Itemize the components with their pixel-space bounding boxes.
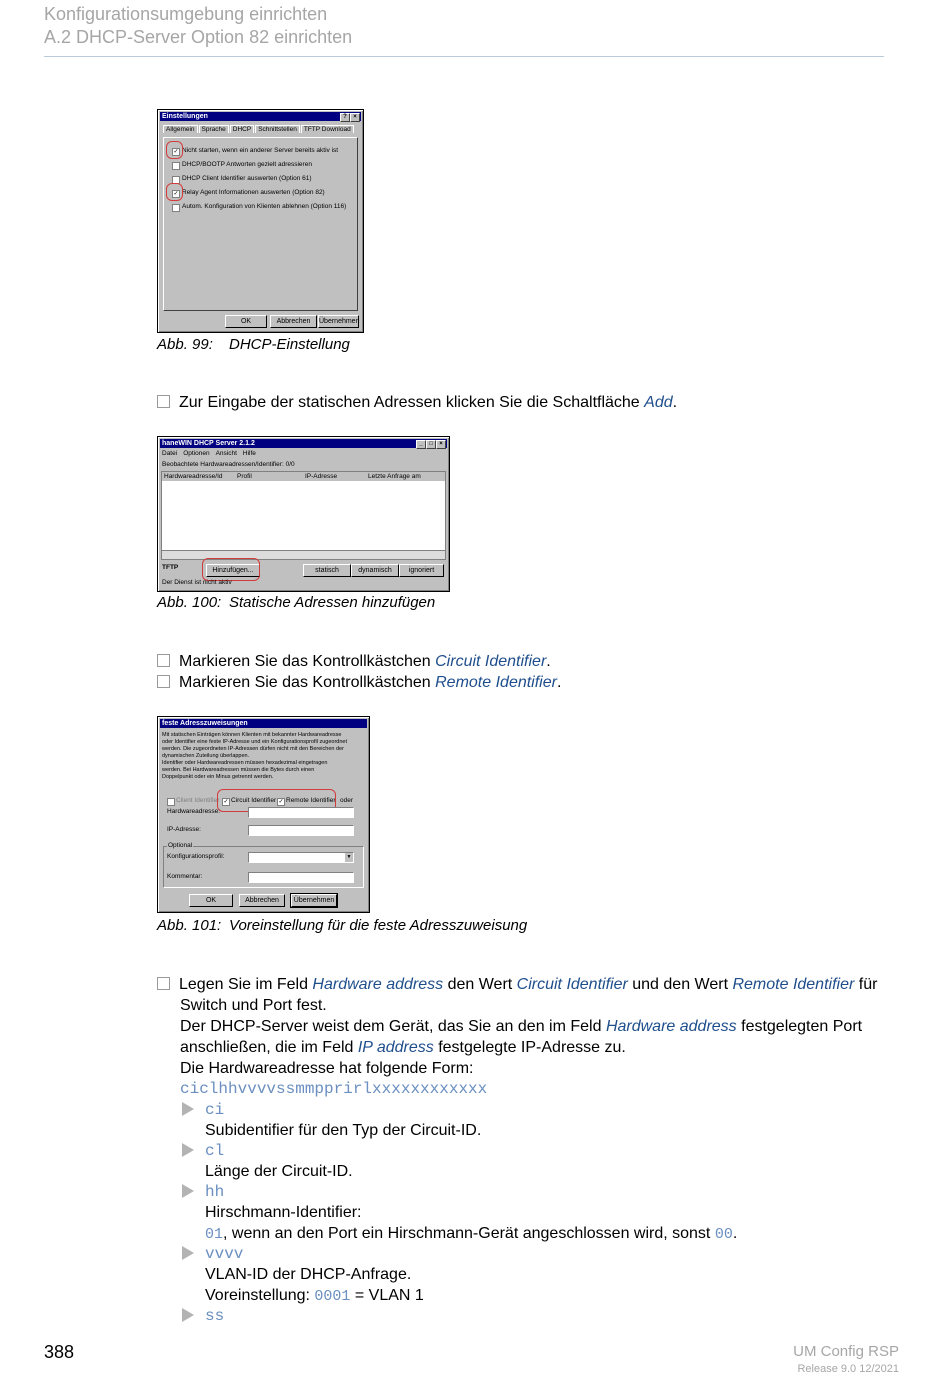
step-text: festgelegte IP-Adresse zu. <box>433 1039 626 1056</box>
menu-datei: Datei <box>162 450 178 457</box>
dialog-titlebar <box>160 719 367 728</box>
release-info: Release 9.0 12/2021 <box>797 1363 899 1375</box>
ok-button: OK <box>189 894 233 907</box>
tab-allgemein: Allgemein <box>163 125 198 133</box>
static-filter-button: statisch <box>303 564 351 577</box>
apply-button: Übernehmen <box>291 894 337 907</box>
option-checkbox-4: ✓ <box>173 191 179 197</box>
profile-label: Konfigurationsprofil: <box>167 853 225 860</box>
ok-button: OK <box>225 315 267 328</box>
remote-identifier-label: Remote Identifier <box>286 797 336 804</box>
figure-caption <box>157 594 435 611</box>
column-header: Letzte Anfrage am <box>368 473 421 480</box>
option-label-2: DHCP/BOOTP Antworten gezielt adressieren <box>182 161 312 168</box>
ui-term: Circuit Identifier <box>435 653 547 670</box>
bullet-arrow-icon <box>182 1184 194 1198</box>
menu-ansicht: Ansicht <box>215 450 237 457</box>
step-text: Markieren Sie das Kontrollkästchen <box>179 674 436 691</box>
static-assignment-dialog-screenshot <box>157 716 370 913</box>
instruction-step <box>157 672 561 693</box>
step-text: Markieren Sie das Kontrollkästchen <box>179 653 436 670</box>
tab-schnittstellen: Schnittstellen <box>255 125 300 133</box>
caption-number: Abb. 100: <box>157 594 222 611</box>
ui-term: Add <box>644 394 673 411</box>
maximize-icon: □ <box>426 440 436 449</box>
tab-sprache: Sprache <box>199 125 229 133</box>
instruction-step <box>157 651 551 672</box>
address-list <box>161 471 446 560</box>
description-line: werden. Die zugeordneten IP-Adressen dürfen nicht mit den Bereichen der <box>162 746 344 752</box>
step-text: und den Wert <box>627 976 733 993</box>
description-line: Mit statischen Einträgen können Klienten mit bekannter Hardwareadresse <box>162 732 342 738</box>
description-line: oder Identifier eine feste IP-Adresse und ein Konfigurationsprofil zugeordnet <box>162 739 347 745</box>
field-description: VLAN-ID der DHCP-Anfrage. <box>205 1266 412 1283</box>
header-rule <box>44 56 884 57</box>
ui-term: Circuit Identifier <box>516 976 628 993</box>
instruction-step <box>157 974 897 995</box>
option-label-4: Relay Agent Informationen auswerten (Option 82) <box>182 189 325 196</box>
add-button: Hinzufügen... <box>206 564 260 577</box>
profile-select <box>248 852 354 863</box>
cancel-button: Abbrechen <box>270 315 317 328</box>
dialog-description <box>162 732 347 781</box>
step-text: Der DHCP-Server weist dem Gerät, das Sie an den im Feld <box>180 1018 606 1035</box>
highlight-ring <box>202 558 260 581</box>
bullet-arrow-icon <box>182 1143 194 1157</box>
comment-label: Kommentar: <box>167 873 203 880</box>
list-header <box>162 472 445 481</box>
option-label-3: DHCP Client Identifier auswerten (Option 61) <box>182 175 312 182</box>
close-icon: × <box>350 113 360 122</box>
field-code: ci <box>205 1101 225 1119</box>
header-chapter: Konfigurationsumgebung einrichten <box>44 4 328 24</box>
figure-caption <box>157 336 350 353</box>
ignored-filter-button: ignoriert <box>399 564 444 577</box>
help-icon: ? <box>340 113 350 122</box>
ui-term: Remote Identifier <box>732 976 855 993</box>
running-header <box>44 3 352 49</box>
field-detail <box>205 1223 737 1245</box>
step-text: anschließen, die im Feld <box>180 1039 358 1056</box>
figure-caption <box>157 917 527 934</box>
code-value: 00 <box>714 1226 733 1243</box>
field-code: ss <box>205 1307 225 1325</box>
caption-text: DHCP-Einstellung <box>229 336 350 353</box>
description-line: Identifier oder Hardwareadressen müssen hexadezimal eingetragen <box>162 760 328 766</box>
tftp-label: TFTP <box>162 564 179 571</box>
bullet-arrow-icon <box>182 1246 194 1260</box>
checkbox-bullet <box>157 654 170 667</box>
field-description: Länge der Circuit-ID. <box>205 1163 353 1180</box>
step-end: . <box>546 653 551 670</box>
dhcp-server-window-screenshot <box>157 436 450 592</box>
code-value: 01 <box>205 1226 224 1243</box>
dialog-titlebar <box>160 112 361 121</box>
dialog-title: feste Adresszuweisungen <box>162 720 248 727</box>
column-header: Profil <box>237 473 252 480</box>
menu-hilfe: Hilfe <box>242 450 256 457</box>
step-text: für <box>854 976 878 993</box>
field-code: vvvv <box>205 1245 244 1263</box>
step-continuation: Switch und Port fest. <box>180 997 327 1014</box>
caption-number: Abb. 99: <box>157 336 213 353</box>
settings-dialog-screenshot <box>157 109 364 333</box>
instruction-step <box>157 392 677 413</box>
detail-text: = VLAN 1 <box>350 1287 424 1304</box>
description-line: werden. Bei Hardwareadressen müssen die Bytes durch einen <box>162 767 315 773</box>
optional-group-label: Optional <box>168 842 193 849</box>
detail-text: , wenn an den Port ein Hirschmann-Gerät angeschlossen wird, sonst <box>223 1225 715 1242</box>
description-line: Doppelpunkt oder ein Minus getrennt werden. <box>162 774 274 780</box>
checkbox-bullet <box>157 395 170 408</box>
highlight-ring <box>166 183 183 201</box>
tab-strip <box>163 126 354 136</box>
ui-term: IP address <box>357 1039 434 1056</box>
tab-tftp-download: TFTP Download <box>301 125 354 133</box>
step-text: festgelegten Port <box>736 1018 863 1035</box>
step-text: Zur Eingabe der statischen Adressen klicken Sie die Schaltfläche <box>179 394 645 411</box>
checkbox-bullet <box>157 675 170 688</box>
comment-field <box>248 872 354 883</box>
header-section: A.2 DHCP-Server Option 82 einrichten <box>44 27 353 47</box>
column-header: IP-Adresse <box>305 473 338 480</box>
chevron-down-icon: ▼ <box>346 854 352 860</box>
option-checkbox-5 <box>172 204 180 212</box>
caption-text: Voreinstellung für die feste Adresszuweisung <box>229 917 528 934</box>
option-checkbox-1: ✓ <box>173 149 179 155</box>
apply-button: Übernehmen <box>318 315 359 328</box>
ui-term: Hardware address <box>605 1018 737 1035</box>
caption-number: Abb. 101: <box>157 917 222 934</box>
page-number: 388 <box>44 1342 75 1362</box>
field-description: Hirschmann-Identifier: <box>205 1204 362 1221</box>
description-line: dynamischen Zuteilung überlappen. <box>162 753 250 759</box>
column-header: Hardwareadresse/Id <box>164 473 223 480</box>
circuit-identifier-label: Circuit Identifier <box>231 797 277 804</box>
menu-optionen: Optionen <box>183 450 210 457</box>
minimize-icon: _ <box>416 440 426 449</box>
menu-bar <box>162 450 256 457</box>
client-identifier-label: Client Identifier <box>176 797 220 804</box>
step-text: den Wert <box>443 976 517 993</box>
ip-address-label: IP-Adresse: <box>167 826 201 833</box>
window-title: haneWIN DHCP Server 2.1.2 <box>162 440 255 447</box>
step-end: . <box>556 674 562 691</box>
field-code: cl <box>205 1142 225 1160</box>
ui-term: Remote Identifier <box>435 674 557 691</box>
client-identifier-checkbox <box>167 798 175 806</box>
dynamic-filter-button: dynamisch <box>351 564 399 577</box>
code-value: 0001 <box>314 1288 351 1305</box>
close-icon: × <box>436 440 446 449</box>
oder-label: oder <box>340 797 354 804</box>
window-titlebar <box>160 439 447 448</box>
step-paragraph <box>180 1037 626 1058</box>
hardware-address-format: ciclhhvvvvssmmpprirlxxxxxxxxxxxx <box>180 1080 488 1098</box>
detail-text: Voreinstellung: <box>205 1287 315 1304</box>
step-text: Legen Sie im Feld <box>179 976 313 993</box>
remote-identifier-checkbox: ✓ <box>278 799 284 805</box>
bullet-arrow-icon <box>182 1102 194 1116</box>
field-code: hh <box>205 1183 225 1201</box>
field-detail <box>205 1285 424 1307</box>
highlight-ring <box>166 141 183 159</box>
caption-text: Statische Adressen hinzufügen <box>229 594 436 611</box>
hardware-address-label: Hardwareadresse: <box>167 808 221 815</box>
cancel-button: Abbrechen <box>239 894 285 907</box>
status-bar: Der Dienst ist nicht aktiv <box>162 579 232 586</box>
ui-term: Hardware address <box>312 976 444 993</box>
hardware-address-field <box>248 807 354 818</box>
circuit-identifier-checkbox: ✓ <box>223 799 229 805</box>
document-name: UM Config RSP <box>793 1343 899 1360</box>
option-label-1: Nicht starten, wenn ein anderer Server bereits aktiv ist <box>182 147 339 154</box>
option-label-5: Autom. Konfiguration von Klienten ablehnen (Option 116) <box>182 203 347 210</box>
dialog-title: Einstellungen <box>162 113 208 120</box>
step-end: . <box>672 394 678 411</box>
bullet-arrow-icon <box>182 1308 194 1322</box>
step-paragraph: Die Hardwareadresse hat folgende Form: <box>180 1060 474 1077</box>
ip-address-field <box>248 825 354 836</box>
detail-text: . <box>732 1225 738 1242</box>
observed-count: Beobachtete Hardwareadressen/Identifier: 0/0 <box>162 461 295 468</box>
field-description: Subidentifier für den Typ der Circuit-ID. <box>205 1122 482 1139</box>
checkbox-bullet <box>157 977 170 990</box>
option-checkbox-2 <box>172 162 180 170</box>
step-paragraph <box>180 1016 862 1037</box>
tab-dhcp: DHCP <box>230 125 254 133</box>
